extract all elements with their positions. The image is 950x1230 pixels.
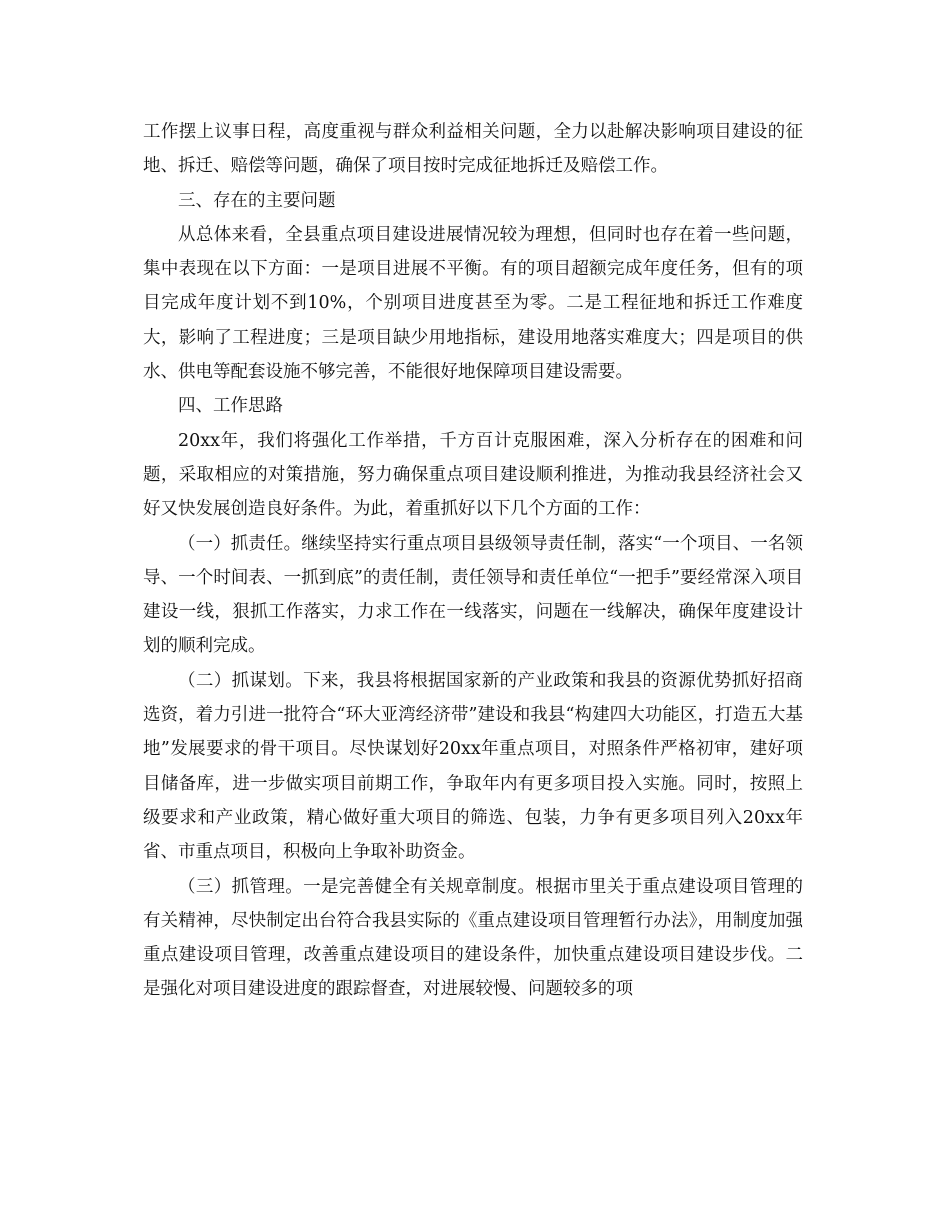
paragraph-management: （三）抓管理。一是完善健全有关规章制度。根据市里关于重点建设项目管理的有关精神，尽快制定出台符合我县实际的《重点建设项目管理暂行办法》，用制度加强重点建设项目管理，改善重点建设项目的建设条件，加快重点建设项目建设步伐。二是强化对项目建设进度的跟踪督查，对进展较慢、问题较多的项 [143,876,803,1000]
paragraph-1: 工作摆上议事日程，高度重视与群众利益相关问题，全力以赴解决影响项目建设的征地、拆迁、赔偿等问题，确保了项目按时完成征地拆迁及赔偿工作。 [143,122,803,177]
paragraph-problems: 从总体来看，全县重点项目建设进展情况较为理想，但同时也存在着一些问题，集中表现在以下方面：一是项目进展不平衡。有的项目超额完成年度任务，但有的项目完成年度计划不到10%，个别项目进度甚至为零。二是工程征地和拆迁工作难度大，影响了工程进度；三是项目缺少用地指标，建设用地落实难度大；四是项目的供水、供电等配套设施不够完善，不能很好地保障项目建设需要。 [143,224,803,383]
paragraph-responsibility: （一）抓责任。继续坚持实行重点项目县级领导责任制，落实“一个项目、一名领导、一个时间表、一抓到底”的责任制，责任领导和责任单位“一把手”要经常深入项目建设一线，狠抓工作落实，力求工作在一线落实，问题在一线解决，确保年度建设计划的顺利完成。 [143,533,803,657]
section-heading-problems: 三、存在的主要问题 [178,190,336,211]
paragraph-planning: （二）抓谋划。下来，我县将根据国家新的产业政策和我县的资源优势抓好招商选资，着力引进一批符合“环大亚湾经济带”建设和我县“构建四大功能区，打造五大基地”发展要求的骨干项目。尽快谋划好20xx年重点项目，对照条件严格初审，建好项目储备库，进一步做实项目前期工作，争取年内有更多项目投入实施。同时，按照上级要求和产业政策，精心做好重大项目的筛选、包装，力争有更多项目列入20xx年省、市重点项目，积极向上争取补助资金。 [143,670,803,863]
paragraph-approach-intro: 20xx年，我们将强化工作举措，千方百计克服困难，深入分析存在的困难和问题，采取相应的对策措施，努力确保重点项目建设顺利推进，为推动我县经济社会又好又快发展创造良好条件。为此，着重抓好以下几个方面的工作： [143,430,803,520]
document-body [143,115,803,1007]
section-heading-approach: 四、工作思路 [178,396,283,417]
